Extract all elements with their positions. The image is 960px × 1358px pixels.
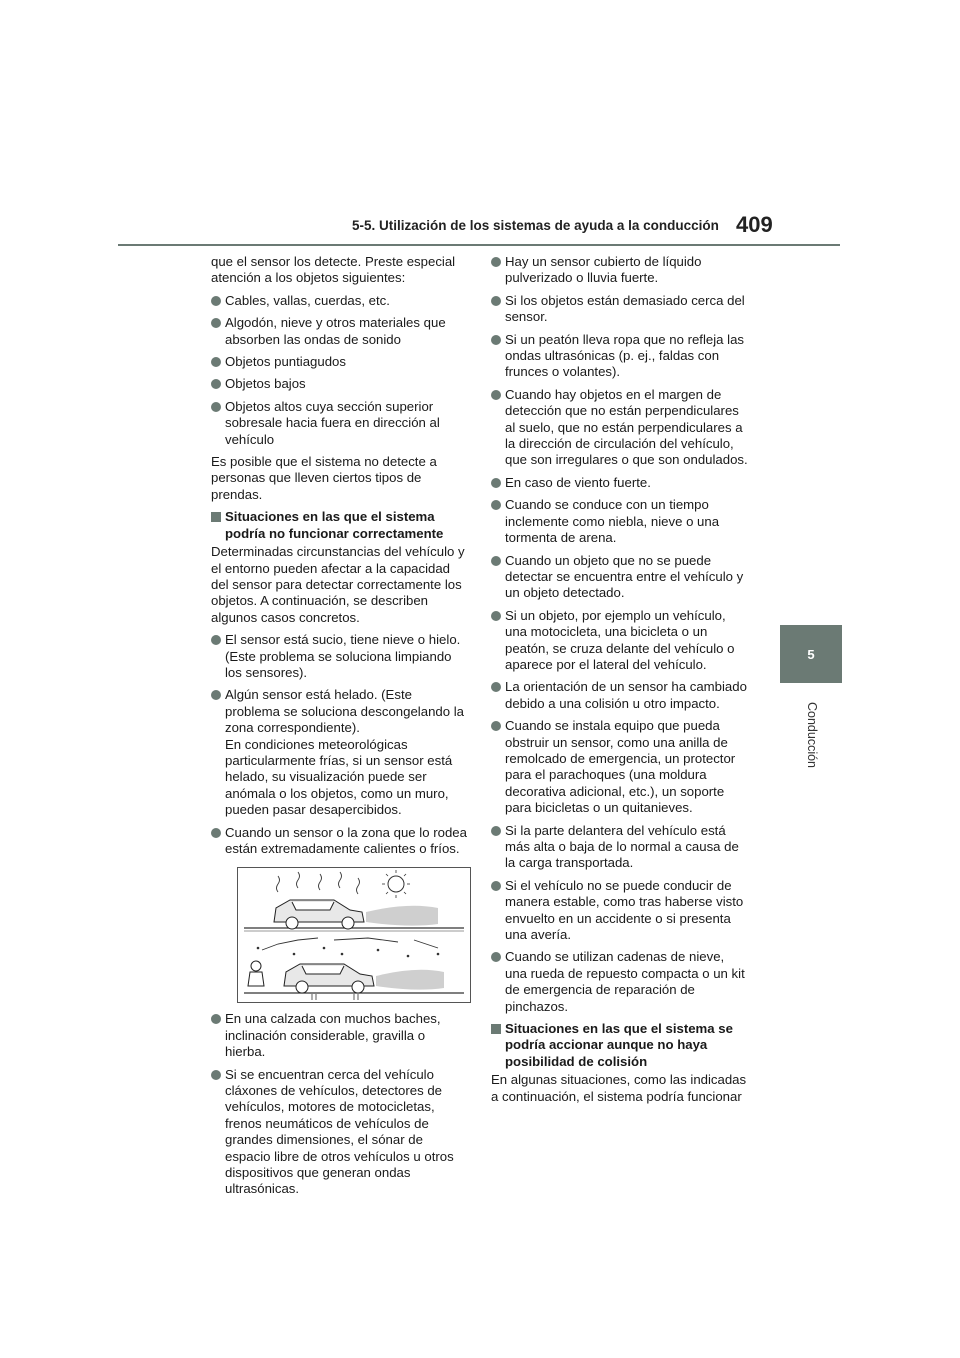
right-column xyxy=(491,254,749,1111)
left-column xyxy=(211,254,469,1204)
list-item: Cuando se utilizan cadenas de nieve, una rueda de repuesto compacta o un kit de emergencia de reparación de pinchazos. xyxy=(491,949,749,1015)
list-item: Cables, vallas, cuerdas, etc. xyxy=(211,293,469,309)
bullet-icon xyxy=(491,826,501,836)
section-title: 5-5. Utilización de los sistemas de ayuda a la conducción xyxy=(352,218,719,233)
list-item: Si un peatón lleva ropa que no refleja las ondas ultrasónicas (p. ej., faldas con frunces o volantes). xyxy=(491,332,749,381)
list-item: Algún sensor está helado. (Este problema se soluciona descongelando la zona correspondiente). En condiciones meteorológicas particularmente frías, si un sensor está helado, su visualización puede ser anómala o los objetos, como un muro, pueden pasar desapercibidos. xyxy=(211,687,469,818)
car-icon xyxy=(274,900,364,929)
bullet-icon xyxy=(491,257,501,267)
list-item: Objetos puntiagudos xyxy=(211,354,469,370)
bullet-icon xyxy=(211,402,221,412)
list-item: Algodón, nieve y otros materiales que absorben las ondas de sonido xyxy=(211,315,469,348)
section-body: En algunas situaciones, como las indicadas a continuación, el sistema podría funcionar xyxy=(491,1072,747,1104)
bullet-icon xyxy=(211,1014,221,1024)
square-icon xyxy=(211,512,221,522)
list-item: Objetos altos cuya sección superior sobresale hacia fuera en dirección al vehículo xyxy=(211,399,469,448)
bullet-icon xyxy=(211,635,221,645)
bullet-icon xyxy=(491,682,501,692)
list-item: Cuando se conduce con un tiempo inclemente como niebla, nieve o una tormenta de arena. xyxy=(491,497,749,546)
list-item: Hay un sensor cubierto de líquido pulverizado o lluvia fuerte. xyxy=(491,254,749,287)
list-item: Si los objetos están demasiado cerca del sensor. xyxy=(491,293,749,326)
bullet-icon xyxy=(491,721,501,731)
bullet-icon xyxy=(491,335,501,345)
weather-sensor-illustration xyxy=(237,867,471,1003)
list-item: Si la parte delantera del vehículo está más alta o baja de lo normal a causa de la carga transportada. xyxy=(491,823,749,872)
bullet-icon xyxy=(491,500,501,510)
section-heading: Situaciones en las que el sistema se podría accionar aunque no haya posibilidad de colisión xyxy=(491,1021,749,1070)
list-item: Cuando un objeto que no se puede detectar se encuentra entre el vehículo y un objeto detectado. xyxy=(491,553,749,602)
bullet-icon xyxy=(491,296,501,306)
chapter-label: Conducción xyxy=(805,701,820,769)
list-item: Si un objeto, por ejemplo un vehículo, una motocicleta, una bicicleta o un peatón, se cruza delante del vehículo o aparece por el lateral del vehículo. xyxy=(491,608,749,674)
bullet-icon xyxy=(491,556,501,566)
bullet-icon xyxy=(491,952,501,962)
list-item: Si se encuentran cerca del vehículo cláxones de vehículos, detectores de vehículos, motores de motocicletas, frenos neumáticos de vehículos de grandes dimensiones, el sónar de espacio libre de otros vehículos u otros dispositivos que generan ondas ultrasónicas. xyxy=(211,1067,469,1198)
list-item: Cuando un sensor o la zona que lo rodea están extremadamente calientes o fríos. xyxy=(211,825,469,858)
chapter-tab[interactable] xyxy=(780,625,842,683)
car-icon xyxy=(284,964,374,993)
sun-icon xyxy=(382,870,410,898)
list-item: Si el vehículo no se puede conducir de manera estable, como tras haberse visto envuelto en un accidente o si presenta una avería. xyxy=(491,878,749,944)
note-text: Es posible que el sistema no detecte a personas que lleven ciertos tipos de prendas. xyxy=(211,454,437,502)
bullet-icon xyxy=(211,690,221,700)
bullet-icon xyxy=(211,296,221,306)
bullet-icon xyxy=(211,1070,221,1080)
list-item: Cuando se instala equipo que pueda obstruir un sensor, como una anilla de remolcado de emergencia, un protector para el parachoques (una moldura decorativa adicional, etc.), un soporte para bicicletas o un quitanieves. xyxy=(491,718,749,816)
section-body: Determinadas circunstancias del vehículo y el entorno pueden afectar a la capacidad del sensor para detectar correctamente los objetos. A continuación, se describen algunos casos concretos. xyxy=(211,544,465,625)
bullet-icon xyxy=(211,318,221,328)
section-heading: Situaciones en las que el sistema podría no funcionar correctamente xyxy=(211,509,469,542)
square-icon xyxy=(491,1024,501,1034)
list-item: Objetos bajos xyxy=(211,376,469,392)
bullet-icon xyxy=(491,478,501,488)
list-item: En caso de viento fuerte. xyxy=(491,475,749,491)
bullet-icon xyxy=(211,379,221,389)
intro-text: que el sensor los detecte. Preste especial atención a los objetos siguientes: xyxy=(211,254,456,286)
header-divider xyxy=(118,244,840,246)
bullet-icon xyxy=(491,611,501,621)
list-item: En una calzada con muchos baches, inclinación considerable, gravilla o hierba. xyxy=(211,1011,469,1060)
chapter-number: 5 xyxy=(807,646,815,662)
bullet-icon xyxy=(491,390,501,400)
list-item: Cuando hay objetos en el margen de detección que no están perpendiculares al suelo, que no están perpendiculares a la dirección de circulación del vehículo, que son irregulares o que son ondulados. xyxy=(491,387,749,469)
list-item: La orientación de un sensor ha cambiado debido a una colisión u otro impacto. xyxy=(491,679,749,712)
illustration-drawing xyxy=(238,868,470,1002)
bullet-icon xyxy=(491,881,501,891)
list-item: El sensor está sucio, tiene nieve o hielo. (Este problema se soluciona limpiando los sensores). xyxy=(211,632,469,681)
person-icon xyxy=(248,961,264,986)
bullet-icon xyxy=(211,828,221,838)
bullet-icon xyxy=(211,357,221,367)
page-number: 409 xyxy=(736,212,773,237)
